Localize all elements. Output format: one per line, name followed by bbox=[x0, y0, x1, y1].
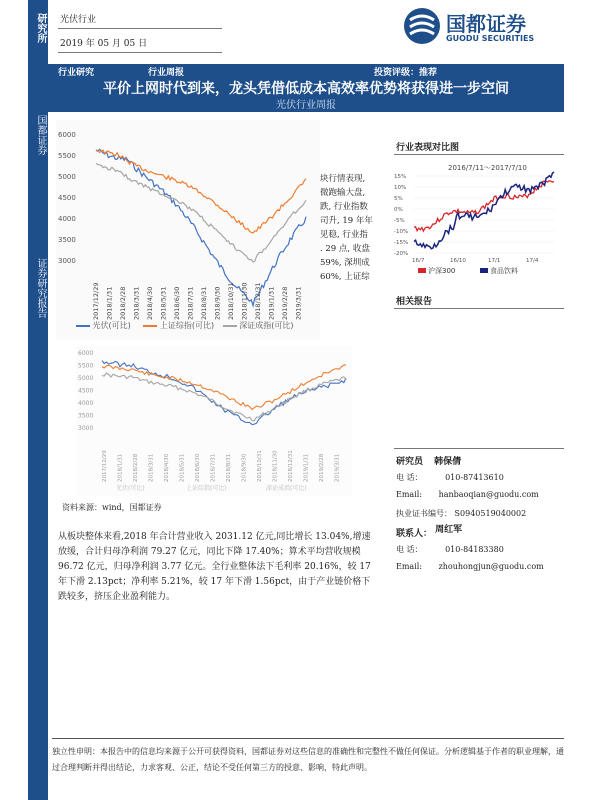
y-tick-label: -15% bbox=[394, 240, 409, 246]
x-tick-label: 2019/1/31 bbox=[267, 286, 276, 320]
x-tick-label: 2018/3/31 bbox=[148, 453, 155, 482]
industry-label: 光伏行业 bbox=[60, 15, 97, 25]
x-tick-label: 2018/7/31 bbox=[186, 286, 195, 320]
index-comparison-chart-2 bbox=[76, 346, 352, 496]
contact-email-row bbox=[396, 562, 544, 571]
chart-source: 资料来源：wind，国都证券 bbox=[62, 503, 162, 512]
analyst-email-row bbox=[396, 490, 539, 499]
contact-phone: 010-84183380 bbox=[445, 545, 504, 554]
banner-category: 行业研究 bbox=[58, 68, 95, 78]
x-tick-label: 2018/4/30 bbox=[164, 453, 170, 482]
analyst-license: S0940519040002 bbox=[454, 509, 527, 518]
perf-period: 2016/7/11～2017/7/10 bbox=[448, 164, 527, 172]
y-tick-label: 5000 bbox=[78, 375, 94, 382]
x-tick-label: 2018/10/31 bbox=[227, 282, 235, 320]
x-tick-label: 2018/11/30 bbox=[272, 450, 279, 482]
x-tick-label: 2018/1/31 bbox=[117, 453, 124, 482]
right-divider bbox=[394, 154, 564, 155]
y-tick-label: -20% bbox=[394, 251, 409, 257]
banner-type: 行业周报 bbox=[148, 68, 185, 78]
body-paragraph: 从板块整体来看,2018 年合计营业收入 2031.12 亿元,同比增长 13.04%,增速放缓，合计归母净利润 79.27 亿元，同比下降 17.40%；算术平均营收规模 96.72 亿元，归母净利润 3.77 亿元。全行业整体法下毛利率 20.16%，较 17 年下滑 2.13pct；净利率 5.21%，较 17 年下滑 1.56pct，由于产业链价格下跌较多，挤压企业盈利能力。 bbox=[58, 532, 371, 602]
header-divider-2 bbox=[58, 52, 222, 53]
sidebar-top-label: 研究所 bbox=[35, 13, 46, 43]
analyst-role bbox=[396, 454, 461, 467]
series-line-food-beverage bbox=[414, 172, 554, 249]
x-tick-label: 2018/10/31 bbox=[257, 450, 263, 482]
y-tick-label: 0% bbox=[394, 207, 403, 213]
x-tick-label: 2018/2/28 bbox=[119, 286, 127, 320]
sidebar bbox=[28, 0, 48, 800]
y-tick-label: 3000 bbox=[78, 425, 94, 432]
legend-shenzhen: 深证成指(可比) bbox=[266, 485, 307, 492]
legend-swatch-solar bbox=[76, 325, 90, 327]
x-tick-label: 16/7 bbox=[412, 258, 425, 264]
x-tick-label: 2018/6/30 bbox=[195, 453, 201, 482]
contact-email-label: Email: bbox=[396, 562, 423, 571]
analyst-phone: 010-87413610 bbox=[445, 473, 504, 482]
x-tick-label: 2018/7/31 bbox=[210, 453, 217, 482]
company-logo bbox=[388, 6, 548, 48]
disclaimer: 独立性申明：本报告中的信息均来源于公开可获得资料，国都证券对这些信息的准确性和完整性不做任何保证。分析逻辑基于作者的职业理解，通过合理判断并得出结论，力求客观、公正，结论不受任何第三方的授意、影响，特此声明。 bbox=[52, 747, 564, 772]
x-tick-label: 2017/12/29 bbox=[102, 450, 108, 482]
legend-shanghai: 上证综指(可比) bbox=[186, 485, 227, 492]
x-tick-label: 2018/5/31 bbox=[159, 286, 168, 320]
contact-phone-label: 电 话： bbox=[396, 545, 423, 554]
contact-role bbox=[396, 526, 462, 539]
x-tick-label: 2018/9/30 bbox=[213, 286, 222, 320]
legend-food-beverage: 食品饮料 bbox=[490, 267, 518, 275]
y-tick-label: 4000 bbox=[78, 400, 94, 407]
banner-rating: 投资评级：推荐 bbox=[374, 68, 438, 78]
y-tick-label: 3500 bbox=[78, 412, 94, 420]
logo-emblem-icon bbox=[402, 6, 442, 46]
contact-role-label: 联系人： bbox=[396, 529, 433, 539]
sidebar-brand-label: 国都证券 bbox=[35, 115, 46, 155]
y-tick-label: 10% bbox=[394, 185, 407, 191]
snippet-line: 59%, 深圳成 bbox=[320, 258, 370, 268]
legend-shanghai: 上证综指(可比) bbox=[159, 321, 215, 330]
x-tick-label: 17/4 bbox=[526, 258, 539, 264]
x-tick-label: 2018/4/30 bbox=[146, 286, 154, 320]
legend-solar: 光伏(可比) bbox=[116, 485, 145, 492]
related-reports-title: 相关报告 bbox=[396, 297, 433, 307]
x-tick-label: 2019/1/31 bbox=[303, 453, 310, 482]
y-tick-label: 5500 bbox=[78, 362, 94, 370]
x-tick-label: 2019/3/31 bbox=[294, 286, 303, 320]
contact-phone-row bbox=[396, 544, 504, 555]
y-tick-label: 5500 bbox=[58, 152, 76, 160]
snippet-line: 跌, 行业指数 bbox=[320, 202, 368, 212]
legend-csi300: 沪深300 bbox=[428, 267, 456, 275]
x-tick-label: 2018/11/30 bbox=[240, 282, 249, 320]
x-tick-label: 2019/3/31 bbox=[334, 453, 341, 482]
snippet-line: . 29 点, 收盘 bbox=[320, 244, 370, 254]
snippet-line: 见稳, 行业指 bbox=[320, 230, 368, 240]
logo-cn-text: 国都证券 bbox=[446, 12, 526, 36]
analyst-role-label: 研究员 bbox=[396, 457, 424, 467]
x-tick-label: 17/1 bbox=[488, 258, 501, 264]
analyst-name: 韩保倩 bbox=[434, 457, 462, 467]
analyst-phone-row bbox=[396, 472, 504, 483]
industry-performance-chart bbox=[394, 158, 564, 278]
y-tick-label: 4000 bbox=[58, 215, 76, 223]
x-tick-label: 2018/12/31 bbox=[288, 450, 294, 482]
legend-solar: 光伏(可比) bbox=[92, 321, 131, 330]
logo-en-text: GUODU SECURITIES bbox=[446, 34, 535, 43]
analyst-license-label: 执业证书编号： bbox=[396, 509, 452, 518]
legend-swatch-shenzhen bbox=[223, 325, 237, 327]
analyst-email-label: Email: bbox=[396, 490, 423, 499]
sidebar-report-label: 证券研究报告 bbox=[35, 258, 46, 318]
disclaimer-divider bbox=[52, 738, 564, 739]
index-comparison-chart-1 bbox=[56, 120, 320, 340]
y-tick-label: 5% bbox=[394, 196, 403, 202]
report-banner bbox=[48, 64, 564, 78]
x-tick-label: 2019/2/28 bbox=[319, 453, 325, 482]
snippet-line: 微跑输大盘, bbox=[320, 188, 366, 198]
x-tick-label: 2018/3/31 bbox=[132, 286, 141, 320]
y-tick-label: 5000 bbox=[58, 173, 76, 181]
x-tick-label: 2019/2/28 bbox=[281, 286, 289, 320]
x-tick-label: 2018/5/31 bbox=[179, 453, 186, 482]
chart1-legend bbox=[76, 320, 326, 331]
x-tick-label: 2018/1/31 bbox=[105, 286, 114, 320]
legend-swatch-food-beverage bbox=[480, 268, 488, 273]
x-tick-label: 2018/8/31 bbox=[200, 286, 208, 320]
x-tick-label: 2018/2/28 bbox=[133, 453, 139, 482]
x-tick-label: 2017/12/29 bbox=[92, 282, 100, 320]
snippet-line: 块行情表现, bbox=[320, 174, 366, 184]
y-tick-label: 3500 bbox=[58, 236, 76, 244]
right-divider-3 bbox=[394, 448, 564, 449]
y-tick-label: 4500 bbox=[78, 387, 94, 395]
legend-swatch-csi300 bbox=[418, 268, 426, 273]
x-tick-label: 16/10 bbox=[450, 258, 466, 264]
header-divider bbox=[58, 28, 222, 29]
x-tick-label: 2018/9/30 bbox=[241, 453, 248, 482]
y-tick-label: 15% bbox=[394, 174, 407, 180]
snippet-text bbox=[320, 172, 390, 284]
x-tick-label: 2018/12/31 bbox=[254, 282, 262, 320]
report-date: 2019 年 05 月 05 日 bbox=[60, 39, 148, 49]
perf-chart-title: 行业表现对比图 bbox=[396, 143, 460, 153]
legend-swatch-shanghai bbox=[143, 325, 157, 327]
y-tick-label: 4500 bbox=[58, 194, 76, 202]
snippet-line: 司升, 19 年年 bbox=[320, 216, 373, 226]
analyst-license-row bbox=[396, 508, 526, 519]
contact-name: 周红军 bbox=[435, 525, 463, 535]
analyst-phone-label: 电 话： bbox=[396, 473, 423, 482]
legend-shenzhen: 深证成指(可比) bbox=[239, 321, 294, 330]
y-tick-label: -5% bbox=[394, 218, 405, 224]
analyst-email[interactable]: hanbaoqian@guodu.com bbox=[438, 490, 539, 499]
report-title: 平价上网时代到来，龙头凭借低成本高效率优势将获得进一步空间 bbox=[48, 78, 564, 100]
y-tick-label: 3000 bbox=[58, 257, 76, 265]
y-tick-label: -10% bbox=[394, 229, 409, 235]
snippet-line: 60%, 上证综 bbox=[320, 272, 370, 282]
right-divider-2 bbox=[394, 308, 564, 309]
x-tick-label: 2018/6/30 bbox=[173, 286, 181, 320]
contact-email[interactable]: zhouhongjun@guodu.com bbox=[438, 562, 544, 571]
x-tick-label: 2018/8/31 bbox=[226, 453, 232, 482]
report-subtitle: 光伏行业周报 bbox=[48, 100, 564, 112]
y-tick-label: 6000 bbox=[58, 131, 76, 139]
y-tick-label: 6000 bbox=[78, 350, 94, 357]
